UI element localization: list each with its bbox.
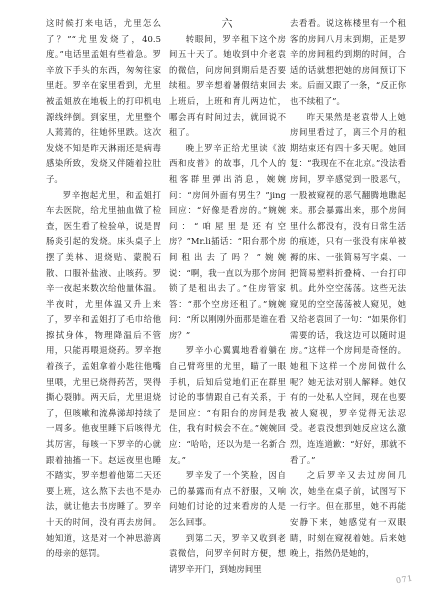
text-column-right	[290, 16, 406, 562]
paragraph: 到第二天，罗辛又收到老袁微信，问罗辛何时方便，想请罗辛开门，到她房间里	[169, 532, 286, 574]
paragraph: 罗辛发了一个笑脸，因自己的暴露而有点不舒服，又响问她们讨论的过来看房的人是怎么回事。	[169, 470, 286, 527]
paragraph: 这时候打来电话，尤里怎么了？”“尤里发烧了，40.5度。”电话里孟姐有些着急。罗辛放下手头的东西，匆匆往家里赶。罗辛在家里看到，尤里被孟姐放在地板上的打印机电源线绊倒。到家里，尤里整个人蔫蔫的，往她怀里跌。这次发烧不知是昨天淋雨还是病毒感染所致，发烧又伴随着拉肚子。	[46, 18, 161, 184]
paragraph: 昨天果然是老袁带人上她房间里看过了，离三个月的租期结束还有四十多天呢。她回复：“我现在不在北京。”没法看房间，罗辛感觉到一股恶气，一股被窥视的恶气翻腾地瞧起来。那会暴露出来，那个房间里什么都没有，没有日常生活的痕迹，只有一张没有床单被褥的床、一张简易写字桌、一把简易塑料折叠椅、一台打印机。此外空空荡荡。这些无法窥见的空空荡荡被人窥见，她又给老袁回了一句：“如果你们需要的话，我这边可以随时退房。”这样一个房间是奇怪的。她租下这样一个房间做什么呢？她无法对别人解释。她仅有的一处私人空间，现在也要被人窥视，罗辛觉得无法忍受。老袁没想到她反应这么激烈，连连道歉：“好好，那就不看了。”	[290, 111, 406, 465]
paragraph: 晚上罗辛正给尤里读《波西和皮普》的故事，几个人的租客群里弹出消息，婉婉问：“房间外面有男生？”jing回应：“好像是看房的。”婉婉问：“咱屋里是还有空房？”Mr.li插话：“阳台那个房间租出去了吗？”婉婉说：“啊，我一直以为那个房间锁了是租出去了。”住房管家答：“那个空房还租了。”婉婉问：“所以刚刚外面那是谁在看房？”	[169, 142, 286, 340]
paragraph: 转眼间，罗辛租下这个房间五十天了。她收到中介老袁的微信，问房间到期后是否要续租。罗辛想着暑假结束回去上班后，上班和育儿两边忙，哪会再有时间过去，就回说不租了。	[169, 33, 286, 138]
paragraph: 罗辛小心翼翼地看着躺在自己臂弯里的尤里，瞄了一眼手机，后知后觉地们正在群里讨论的事情跟自己有关系，于是回应：“有阳台的房间是我住，我有时候会不在。”婉婉回应：“哈哈，还以为是一名新合友。”	[169, 345, 286, 465]
paragraph: 之后罗辛又去过房间几次，她坐在桌子前，试图写下一行字。但在那里，她不再能安静下来，她感觉有一双眼睛，时刻在窥视着她。后来她晚上，指然仍是她的，	[290, 470, 406, 559]
paragraph: 去看看。说这栋楼里有一个租客的房间八月末到期，正是罗辛的房间租约到期的时间，合适的话就想把她的房间预订下来。后面又跟了一条，“反正你也不续租了”。	[290, 18, 406, 106]
text-column-left	[46, 16, 161, 562]
paragraph: 罗辛抱起尤里，和孟姐打车去医院，给尤里抽血做了检查，医生看了检验单，说是胃肠炎引起的发烧。床头桌子上摆了美林、退烧贴、蒙脱石散、口服补盐液、止咳药。罗辛一夜起来数次给他量体温。半夜时，尤里体温又升上来了，罗辛和孟姐打了毛巾给他擦拭身体，物理降温后不管用，只能再喂退烧药。罗辛抱着孩子，孟姐拿着小匙往他嘴里喂，尤里已烧得药苦，哭得撕心裂肺。两天后，尤里退烧了，但咳嗽和流鼻涕却持续了一周多。他夜里睡下后咳得尤其厉害，每咳一下罗辛的心就跟着抽搐一下。赵远夜里也睡不踏实，罗辛想着他第二天还要上班，这么熬下去也不是办法，就让他去书房睡了。罗辛十天的时间，没有再去房间。她知道，这是对一个神思游离的母亲的惩罚。	[46, 189, 161, 559]
section-heading: 六	[221, 17, 234, 30]
page-number: 071	[395, 573, 414, 586]
text-column-middle	[169, 16, 286, 577]
